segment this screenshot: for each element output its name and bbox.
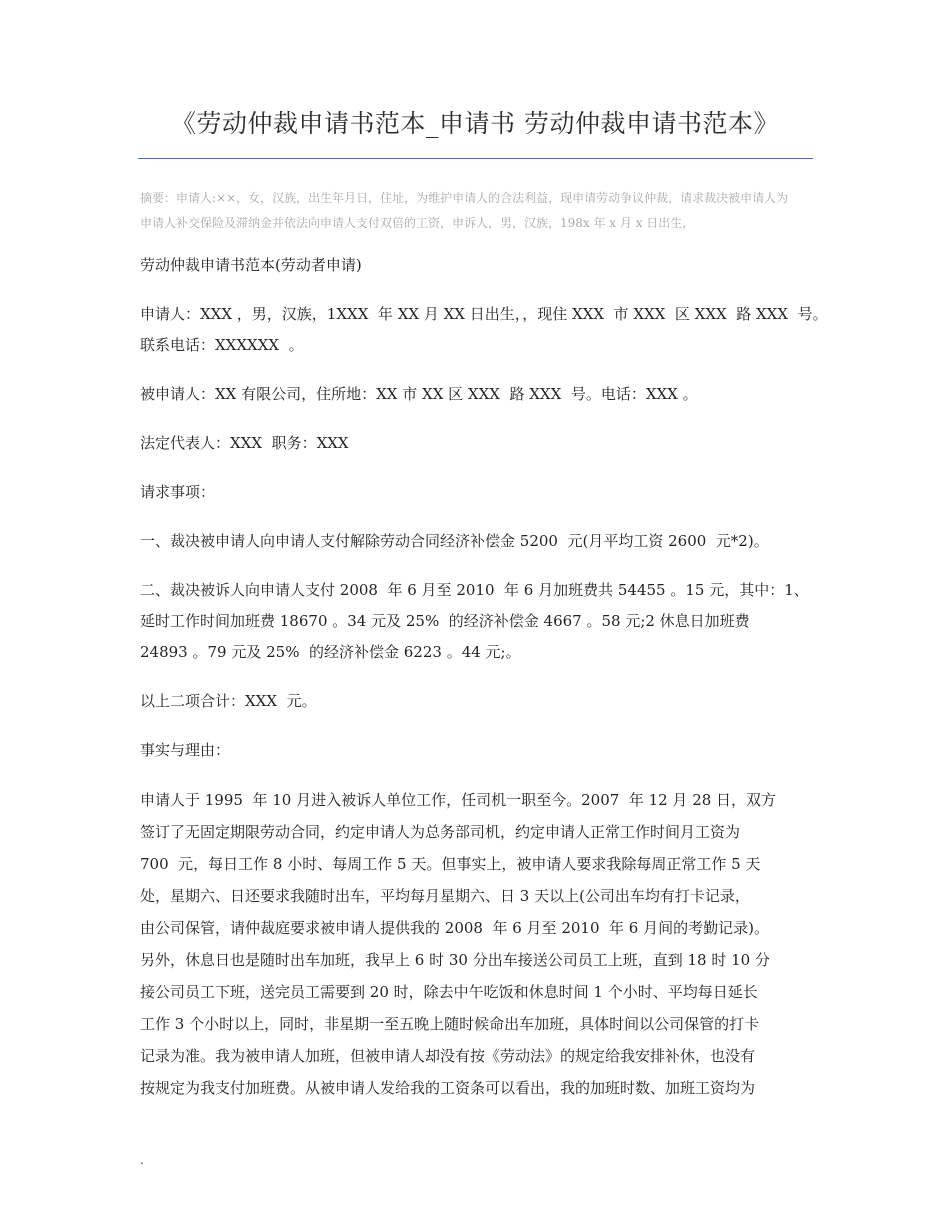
page-title: 《劳动仲裁申请书范本_申请书 劳动仲裁申请书范本》 bbox=[171, 109, 779, 138]
paragraph-line: 法定代表人：XXX 职务：XXX bbox=[140, 434, 349, 452]
paragraph bbox=[140, 299, 830, 361]
paragraph-line: 被申请人：XX 有限公司，住所地：XX 市 XX 区 XXX 路 XXX 号。电话：XXX 。 bbox=[140, 385, 698, 403]
abstract-line: 摘要：申请人:××，女，汉族，出生年月日，住址，为维护申请人的合法利益，现申请劳动争议仲裁，请求裁决被申请人为 bbox=[140, 191, 789, 205]
paragraph bbox=[140, 428, 830, 459]
footer-mark: . bbox=[140, 1153, 144, 1167]
paragraph-line: 工作 3 个小时以上，同时，非星期一至五晚上随时候命出车加班，具体时间以公司保管的打卡 bbox=[140, 1015, 760, 1033]
abstract-line: 申请人补交保险及滞纳金并依法向申请人支付双倍的工资，申诉人，男，汉族，198x 年 x 月 x 日出生， bbox=[140, 216, 695, 230]
document-body bbox=[140, 250, 830, 1122]
abstract bbox=[140, 186, 860, 236]
paragraph-line: 处，星期六、日还要求我随时出车，平均每月星期六、日 3 天以上(公司出车均有打卡记录， bbox=[140, 887, 750, 905]
paragraph-line: 700 元，每日工作 8 小时、每周工作 5 天。但事实上，被申请人要求我除每周正常工作 5 天 bbox=[140, 855, 761, 873]
paragraph bbox=[140, 379, 830, 410]
paragraph-line: 以上二项合计：XXX 元。 bbox=[140, 692, 317, 710]
paragraph-line: 申请人：XXX ，男，汉族，1XXX 年 XX 月 XX 日出生，，现住 XXX 市 XXX 区 XXX 路 XXX 号。 bbox=[140, 305, 828, 323]
paragraph bbox=[140, 526, 830, 557]
paragraph-line: 事实与理由： bbox=[140, 741, 231, 759]
paragraph-line: 劳动仲裁申请书范本(劳动者申请) bbox=[140, 256, 362, 274]
paragraph bbox=[140, 575, 830, 668]
paragraph bbox=[140, 735, 830, 766]
paragraph bbox=[140, 477, 830, 508]
paragraph-line: 一、裁决被申请人向申请人支付解除劳动合同经济补偿金 5200 元(月平均工资 2600 元*2)。 bbox=[140, 532, 769, 550]
paragraph-line: 延时工作时间加班费 18670 。34 元及 25% 的经济补偿金 4667 。58 元;2 休息日加班费 bbox=[140, 612, 750, 630]
paragraph-line: 接公司员工下班，送完员工需要到 20 时，除去中午吃饭和休息时间 1 个小时、平均每日延长 bbox=[140, 983, 758, 1001]
paragraph-line: 请求事项： bbox=[140, 483, 216, 501]
title-divider bbox=[138, 158, 813, 159]
paragraph-line: 二、裁决被诉人向申请人支付 2008 年 6 月至 2010 年 6 月加班费共 54455 。15 元，其中：1、 bbox=[140, 581, 809, 599]
paragraph-line: 记录为准。我为被申请人加班，但被申请人却没有按《劳动法》的规定给我安排补休，也没有 bbox=[140, 1047, 756, 1065]
paragraph-line: 签订了无固定期限劳动合同，约定申请人为总务部司机，约定申请人正常工作时间月工资为 bbox=[140, 823, 741, 841]
paragraph-line: 申请人于 1995 年 10 月进入被诉人单位工作，任司机一职至今。2007 年 12 月 28 日，双方 bbox=[140, 791, 777, 809]
paragraph-line: 由公司保管，请仲裁庭要求被申请人提供我的 2008 年 6 月至 2010 年 6 月间的考勤记录)。 bbox=[140, 919, 769, 937]
paragraph bbox=[140, 784, 830, 1104]
paragraph-line: 另外，休息日也是随时出车加班，我早上 6 时 30 分出车接送公司员工上班，直到 18 时 10 分 bbox=[140, 951, 770, 969]
paragraph-line: 24893 。79 元及 25% 的经济补偿金 6223 。44 元;。 bbox=[140, 643, 521, 661]
paragraph-line: 联系电话：XXXXXX 。 bbox=[140, 336, 304, 354]
paragraph bbox=[140, 686, 830, 717]
paragraph-line: 按规定为我支付加班费。从被申请人发给我的工资条可以看出，我的加班时数、加班工资均为 bbox=[140, 1079, 756, 1097]
paragraph bbox=[140, 250, 830, 281]
